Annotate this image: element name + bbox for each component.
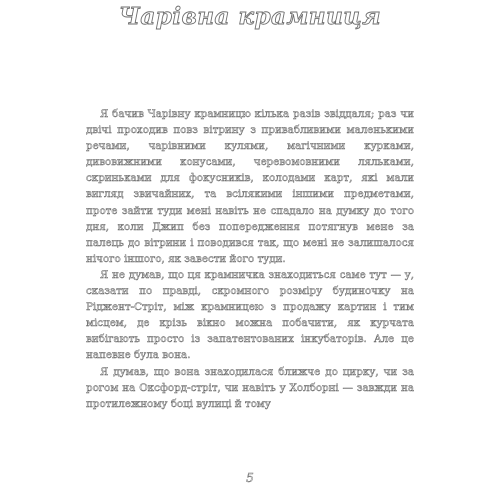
paragraph-1: Я бачив Чарівну крамницю кілька разів звіддаля; раз чи двічі проходив повз вітрину з привабливими маленькими речами, чарівними кулями, магічними курками, дивовижними конусами, черевомовними ляльками, скриньками для фокусників, колодами карт, які мали вигляд звичайних, та всілякими іншими предметами, проте зайти туди мені навіть не спадало на думку до того дня, коли Джип без попередження потягнув мене за палець до вітрини і поводився так, що мені не залишалося нічого іншого, як завести його туди. bbox=[86, 108, 414, 265]
body-text bbox=[86, 106, 414, 412]
paragraph-3: Я думав, що вона знаходилася ближче до цирку, чи за рогом на Оксфорд-стріт, чи навіть у Холборні — завжди на протилежному боці вулиці й тому bbox=[86, 365, 414, 410]
paragraph-2: Я не думав, що ця крамничка знаходиться саме тут — у, сказати по правді, скромного розміру будиночку на Ріджент-Стріт, між крамницею з продажу картин і тим місцем, де крізь вікно можна побачити, як курчата вибігають просто із запатентованих інкубаторів. Але це напевне була вона. bbox=[86, 268, 414, 362]
chapter-title: Чарівна крамниця bbox=[118, 3, 382, 30]
page-number: 5 bbox=[246, 471, 254, 485]
